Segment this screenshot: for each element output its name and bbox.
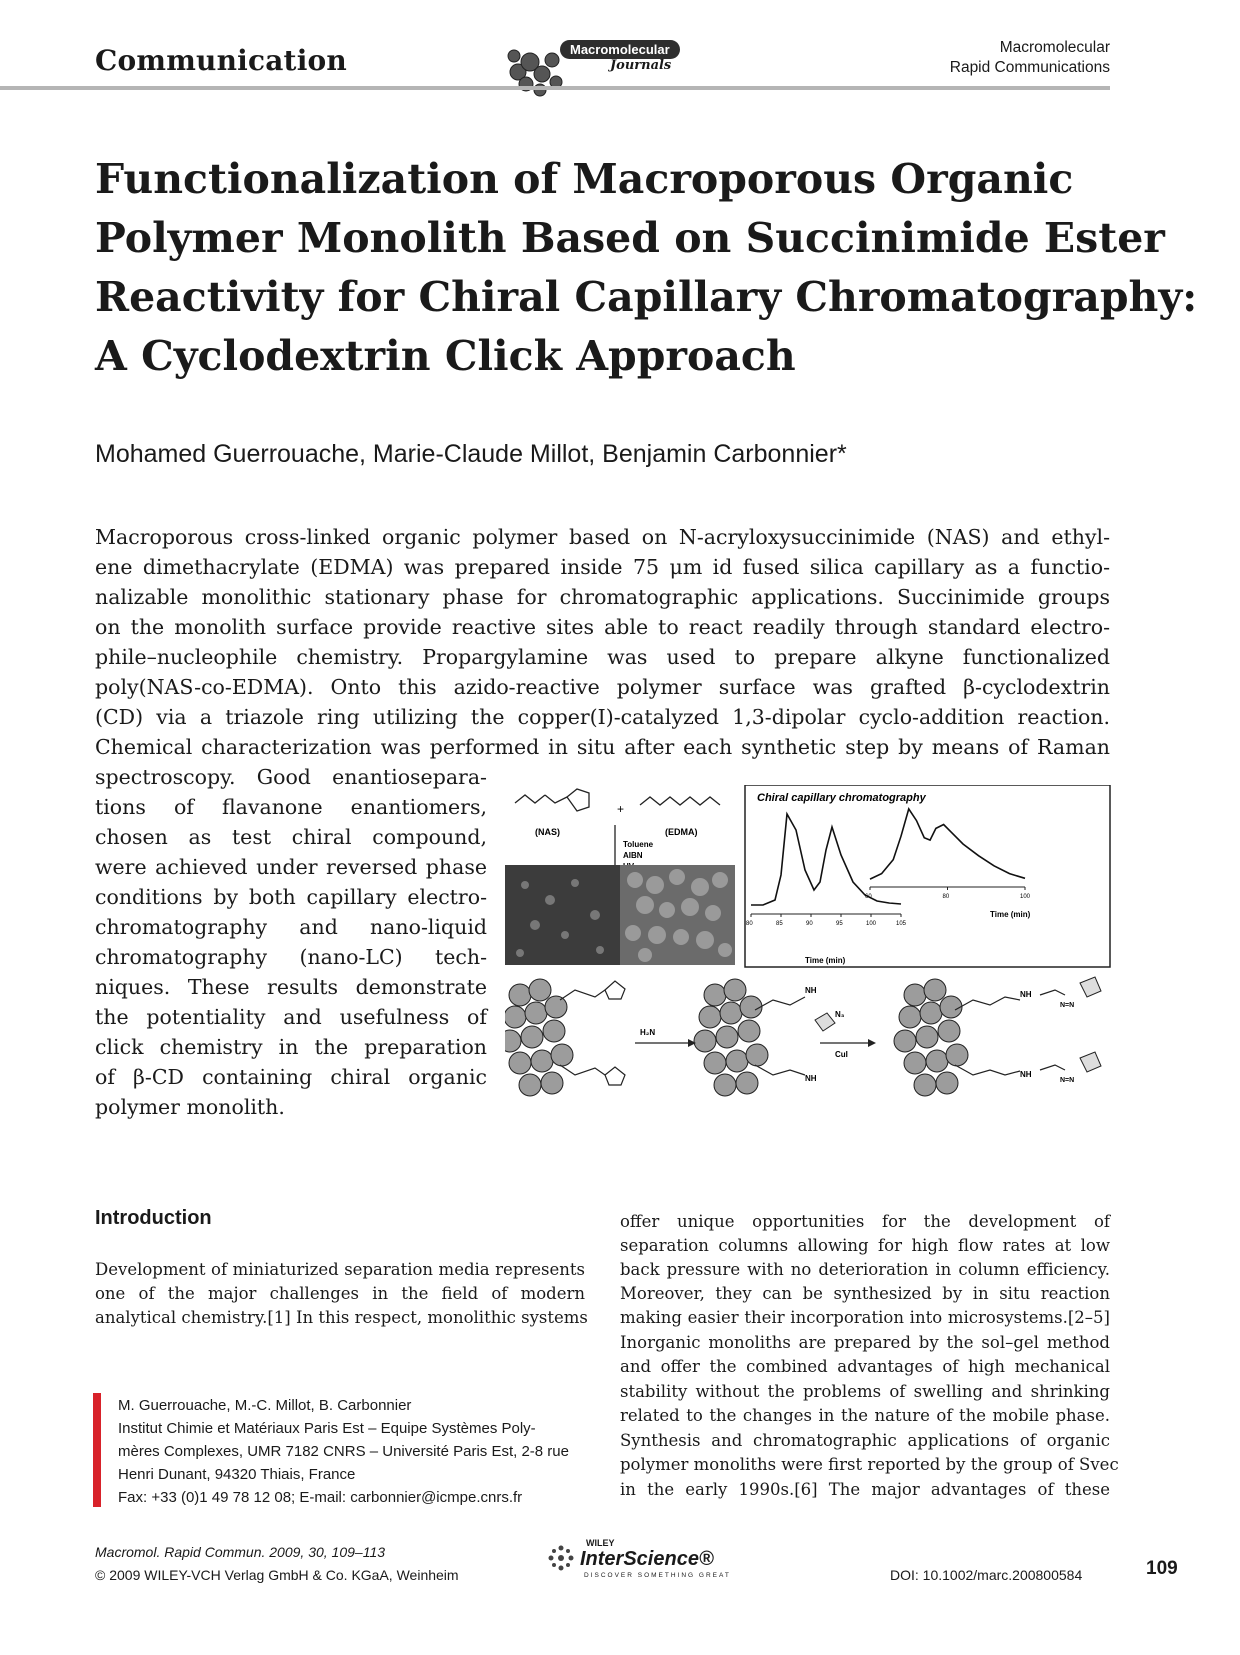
edma-label: (EDMA) bbox=[665, 827, 698, 837]
intro-line: Inorganic monoliths are prepared by the sol–gel method bbox=[620, 1333, 1110, 1352]
amide-nh-label: NH bbox=[1020, 990, 1032, 999]
intro-line: one of the major challenges in the field of modern bbox=[95, 1284, 585, 1303]
triazole-label: N=N bbox=[1060, 1077, 1075, 1084]
abstract-line: of β-CD containing chiral organic bbox=[95, 1065, 487, 1089]
sem-micrograph bbox=[505, 865, 735, 965]
affiliation-line: Henri Dunant, 94320 Thiais, France bbox=[118, 1466, 356, 1483]
intro-line: Development of miniaturized separation media represents bbox=[95, 1260, 585, 1279]
header-rule bbox=[0, 86, 1110, 90]
article-title bbox=[95, 150, 1198, 386]
chart-title: Chiral capillary chromatography bbox=[757, 792, 926, 804]
x-tick-label: 100 bbox=[866, 921, 877, 927]
monolith-bead bbox=[936, 1072, 958, 1094]
monolith-bead bbox=[724, 979, 746, 1001]
journal-logo-badge: Macromolecular bbox=[560, 40, 680, 59]
monolith-bead bbox=[531, 1050, 553, 1072]
condition-label: Toluene bbox=[623, 840, 654, 849]
footer-doi: DOI: 10.1002/marc.200800584 bbox=[890, 1567, 1083, 1583]
abstract-line: the potentiality and usefulness of bbox=[95, 1005, 487, 1029]
graphical-abstract-figure bbox=[505, 785, 1115, 1155]
monolith-bead bbox=[926, 1050, 948, 1072]
monolith-beads bbox=[894, 979, 968, 1096]
abstract-line: niques. These results demonstrate bbox=[95, 975, 487, 999]
abstract-line: tions of flavanone enantiomers, bbox=[95, 795, 487, 819]
chromatogram-panel bbox=[745, 785, 1110, 967]
wiley-label: WILEY bbox=[586, 1538, 615, 1548]
monolith-bead bbox=[519, 1074, 541, 1096]
monolith-bead bbox=[509, 984, 531, 1006]
monolith-bead bbox=[726, 1050, 748, 1072]
reagent-azide: N₃ bbox=[835, 1010, 845, 1019]
monolith-bead bbox=[704, 984, 726, 1006]
abstract-line: (CD) via a triazole ring utilizing the copper(I)-catalyzed 1,3-dipolar cyclo-addition reaction. bbox=[95, 705, 1110, 729]
monolith-bead bbox=[894, 1030, 916, 1052]
monolith-bead bbox=[543, 1020, 565, 1042]
intro-line: in the early 1990s.[6] The major advantages of these bbox=[620, 1480, 1110, 1499]
monolith-bead bbox=[551, 1044, 573, 1066]
x-tick-label: 105 bbox=[896, 921, 907, 927]
footer-copyright: © 2009 WILEY-VCH Verlag GmbH & Co. KGaA, Weinheim bbox=[95, 1567, 459, 1583]
intro-line: and offer the combined advantages of high mechanical bbox=[620, 1357, 1110, 1376]
monolith-bead bbox=[704, 1052, 726, 1074]
monolith-bead bbox=[940, 996, 962, 1018]
abstract-line: spectroscopy. Good enantiosepara- bbox=[95, 765, 487, 789]
intro-line: related to the changes in the nature of the mobile phase. bbox=[620, 1406, 1110, 1425]
x-tick-label: 95 bbox=[836, 921, 843, 927]
nas-label: (NAS) bbox=[535, 827, 560, 837]
main-x-axis-label: Time (min) bbox=[805, 956, 846, 965]
triazole-label: N=N bbox=[1060, 1002, 1075, 1009]
monolith-bead bbox=[924, 979, 946, 1001]
intro-line: Moreover, they can be synthesized by in situ reaction bbox=[620, 1284, 1110, 1303]
monolith-bead bbox=[740, 996, 762, 1018]
monolith-bead bbox=[529, 979, 551, 1001]
condition-label: AIBN bbox=[623, 851, 643, 860]
affiliation-accent-bar bbox=[93, 1393, 101, 1507]
reagent-amine: H₂N bbox=[640, 1028, 656, 1037]
abstract-line: on the monolith surface provide reactive sites able to react readily through standard electro- bbox=[95, 615, 1110, 639]
monolith-beads bbox=[694, 979, 768, 1096]
monolith-bead bbox=[904, 1052, 926, 1074]
monolith-bead bbox=[736, 1072, 758, 1094]
abstract-line: chromatography and nano-liquid bbox=[95, 915, 487, 939]
page-number: 109 bbox=[1146, 1558, 1178, 1579]
title-line: Polymer Monolith Based on Succinimide Ester bbox=[95, 214, 1165, 262]
monolith-bead bbox=[521, 1026, 543, 1048]
monolith-bead bbox=[541, 1072, 563, 1094]
intro-line: stability without the problems of swelling and shrinking bbox=[620, 1382, 1110, 1401]
monolith-bead bbox=[714, 1074, 736, 1096]
author-list: Mohamed Guerrouache, Marie-Claude Millot, Benjamin Carbonnier* bbox=[95, 440, 847, 468]
affiliation-line: Fax: +33 (0)1 49 78 12 08; E-mail: carbonnier@icmpe.cnrs.fr bbox=[118, 1489, 523, 1506]
edma-structure bbox=[640, 797, 720, 805]
monolith-bead bbox=[938, 1020, 960, 1042]
footer-citation: Macromol. Rapid Commun. 2009, 30, 109–113 bbox=[95, 1544, 386, 1560]
monolith-bead bbox=[920, 1002, 942, 1024]
monolith-bead bbox=[738, 1020, 760, 1042]
abstract-line: chromatography (nano-LC) tech- bbox=[95, 945, 487, 969]
title-line: Functionalization of Macroporous Organic bbox=[95, 155, 1074, 203]
intro-line: making easier their incorporation into microsystems.[2–5] bbox=[620, 1308, 1110, 1327]
abstract-line: nalizable monolithic stationary phase for chromatographic applications. Succinimide groups bbox=[95, 585, 1110, 609]
section-label: Communication bbox=[95, 44, 347, 77]
introduction-heading: Introduction bbox=[95, 1207, 212, 1229]
monolith-bead bbox=[746, 1044, 768, 1066]
x-tick-label: 80 bbox=[942, 894, 950, 900]
monolith-bead bbox=[525, 1002, 547, 1024]
x-tick-label: 100 bbox=[1020, 894, 1031, 900]
monolith-bead bbox=[914, 1074, 936, 1096]
interscience-tagline: DISCOVER SOMETHING GREAT bbox=[584, 1572, 731, 1579]
reagent-catalyst: CuI bbox=[835, 1050, 848, 1059]
abstract-line: phile–nucleophile chemistry. Propargylamine was used to prepare alkyne functionalized bbox=[95, 645, 1110, 669]
abstract-line: Chemical characterization was performed in situ after each synthetic step by means of Raman bbox=[95, 735, 1110, 759]
intro-line: back pressure with no deterioration in column efficiency. bbox=[620, 1260, 1110, 1279]
affiliation-line: mères Complexes, UMR 7182 CNRS – Université Paris Est, 2-8 rue bbox=[118, 1443, 569, 1460]
amide-nh-label: NH bbox=[1020, 1070, 1032, 1079]
abstract-line: conditions by both capillary electro- bbox=[95, 885, 487, 909]
monolith-bead bbox=[694, 1030, 716, 1052]
abstract-line: were achieved under reversed phase bbox=[95, 855, 487, 879]
title-line: A Cyclodextrin Click Approach bbox=[95, 332, 796, 380]
monolith-bead bbox=[946, 1044, 968, 1066]
x-tick-label: 80 bbox=[746, 921, 753, 927]
x-tick-label: 85 bbox=[776, 921, 783, 927]
affiliation-line: M. Guerrouache, M.-C. Millot, B. Carbonnier bbox=[118, 1397, 412, 1414]
abstract-line: click chemistry in the preparation bbox=[95, 1035, 487, 1059]
abstract-line: Macroporous cross-linked organic polymer based on N-acryloxysuccinimide (NAS) and ethyl- bbox=[95, 525, 1110, 549]
interscience-logo: InterScience® bbox=[580, 1548, 714, 1570]
monolith-beads bbox=[505, 979, 573, 1096]
monolith-bead bbox=[916, 1026, 938, 1048]
abstract-line: ene dimethacrylate (EDMA) was prepared inside 75 μm id fused silica capillary as a functio- bbox=[95, 555, 1110, 579]
interscience-logo-icon bbox=[543, 1540, 579, 1576]
journal-logo-sub: Journals bbox=[610, 58, 672, 73]
monolith-bead bbox=[899, 1006, 921, 1028]
monolith-scheme bbox=[505, 977, 1101, 1096]
monolith-bead bbox=[904, 984, 926, 1006]
x-tick-label: 60 bbox=[865, 894, 872, 900]
monolith-bead bbox=[716, 1026, 738, 1048]
amide-nh-label: NH bbox=[805, 986, 817, 995]
monolith-bead bbox=[505, 1030, 521, 1052]
plus-sign: + bbox=[617, 802, 625, 816]
nas-structure bbox=[515, 789, 589, 811]
intro-line: polymer monoliths were first reported by the group of Svec bbox=[620, 1455, 1119, 1474]
monolith-bead bbox=[545, 996, 567, 1018]
affiliation-line: Institut Chimie et Matériaux Paris Est – Equipe Systèmes Poly- bbox=[118, 1420, 536, 1437]
monolith-bead bbox=[699, 1006, 721, 1028]
monolith-bead bbox=[720, 1002, 742, 1024]
abstract-line: chosen as test chiral compound, bbox=[95, 825, 487, 849]
amide-nh-label: NH bbox=[805, 1074, 817, 1083]
intro-line: Synthesis and chromatographic applications of organic bbox=[620, 1431, 1110, 1450]
journal-name-line: Macromolecular bbox=[999, 39, 1110, 56]
intro-line: separation columns allowing for high flow rates at low bbox=[620, 1236, 1110, 1255]
abstract-line: polymer monolith. bbox=[95, 1095, 285, 1119]
title-line: Reactivity for Chiral Capillary Chromatography: bbox=[95, 273, 1198, 321]
journal-name-line: Rapid Communications bbox=[949, 59, 1110, 76]
abstract-line: poly(NAS-co-EDMA). Onto this azido-reactive polymer surface was grafted β-cyclodextrin bbox=[95, 675, 1110, 699]
inset-x-axis-label: Time (min) bbox=[990, 910, 1031, 919]
x-tick-label: 90 bbox=[806, 921, 813, 927]
monolith-bead bbox=[505, 1006, 526, 1028]
monolith-bead bbox=[509, 1052, 531, 1074]
journal-name bbox=[950, 38, 1110, 78]
intro-line: offer unique opportunities for the development of bbox=[620, 1212, 1110, 1231]
intro-line: analytical chemistry.[1] In this respect, monolithic systems bbox=[95, 1308, 588, 1327]
